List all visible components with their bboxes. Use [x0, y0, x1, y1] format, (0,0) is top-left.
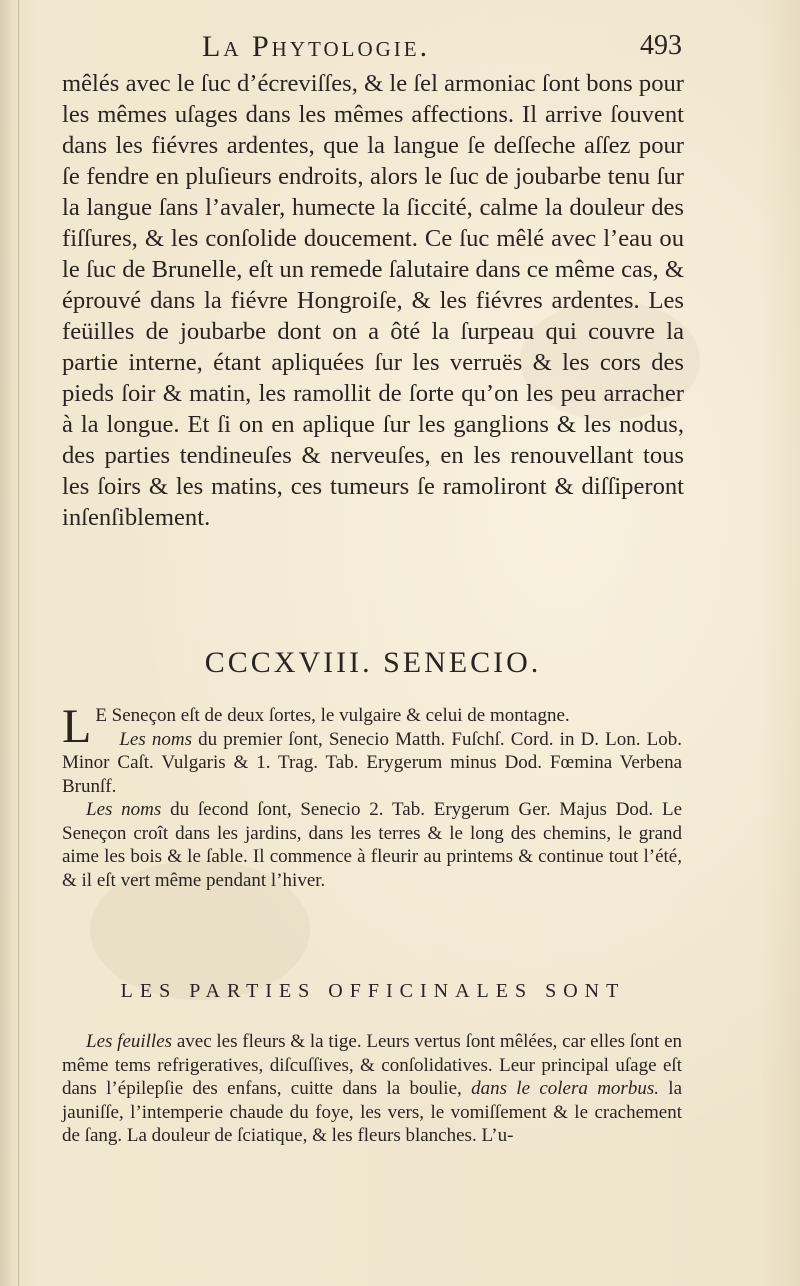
names-first-paragraph	[62, 728, 682, 799]
running-head: La Phytologie.	[202, 30, 431, 63]
page-number: 493	[640, 30, 682, 61]
page-header	[62, 30, 682, 70]
colera-morbus: dans le colera morbus.	[471, 1078, 659, 1099]
binding-gutter	[18, 0, 19, 1286]
names-label: Les noms	[86, 799, 162, 820]
leaves-label: Les feuilles	[86, 1031, 173, 1052]
names-label: Les noms	[119, 728, 192, 750]
intro-first-line: E Seneçon eſt de deux ſortes, le vulgaire & celui de montagne.	[95, 705, 570, 726]
main-paragraph: mêlés avec le ſuc d’écreviſſes, & le ſel armoniac ſont bons pour les mêmes uſages dans les mêmes affections. Il arrive ſouvent dans les fiévres ardentes, que la langue ſe deſſeche aſſez pour ſe fendre en pluſieurs endroits, alors le ſuc de joubarbe tenu ſur la langue ſans l’avaler, humecte la ſiccité, calme la douleur des fiſſures, & les conſolide doucement. Ce ſuc mêlé avec l’eau ou le ſuc de Brunelle, eſt un remede ſalutaire dans ce même cas, & éprouvé dans la fiévre Hongroiſe, & les fiévres ardentes. Les feüilles de joubarbe dont on a ôté la ſurpeau qui couvre la partie interne, étant apliquées ſur les verruës & les cors des pieds ſoir & matin, les ramollit de ſorte qu’on les peu arracher à la longue. Et ſi on en aplique ſur les ganglions & les nodus, des parties tendineuſes & nerveuſes, en les renouvellant tous les ſoirs & les matins, ces tumeurs ſe ramoliront & diſſiperont inſenſiblement.	[62, 70, 684, 531]
officinal-parts-text	[62, 1030, 682, 1148]
names-text: du ſecond ſont, Senecio 2. Tab. Erygerum Ger. Majus Dod. Le Seneçon croît dans les jardins, dans les terres & le long des chemins, le grand aime les bois & le ſable. Il commence à fleurir au printems & continue tout l’été, & il eſt vert même pendant l’hiver.	[62, 799, 682, 891]
officinal-paragraph	[62, 1030, 682, 1148]
officinal-text-2: la jauniſſe, l’intemperie chaude du foye, les vers, le vomiſſement & le crachement de ſang. La douleur de ſciatique, & les fleurs blanches. L’u-	[62, 1078, 683, 1146]
names-second-paragraph	[62, 798, 682, 892]
subheading: LES PARTIES OFFICINALES SONT	[120, 980, 626, 1002]
officinal-text-1: avec les fleurs & la tige. Leurs vertus ſont mêlées, car elles ſont en même tems refrigeratives, diſcuſſives, & conſolidatives. Leur principal uſage eſt dans l’épilepſie des enfans, cuitte dans la boulie,	[62, 1031, 682, 1099]
senecio-intro	[62, 700, 683, 892]
names-text: du premier ſont, Senecio Matth. Fuſchſ. Cord. in D. Lon. Lob. Minor Caſt. Vulgaris & 1. Trag. Tab. Erygerum minus Dod. Fœmina Verbena Brunſf.	[62, 728, 683, 797]
section-title: CCCXVIII. SENECIO.	[204, 646, 542, 679]
drop-cap: L	[62, 700, 92, 753]
